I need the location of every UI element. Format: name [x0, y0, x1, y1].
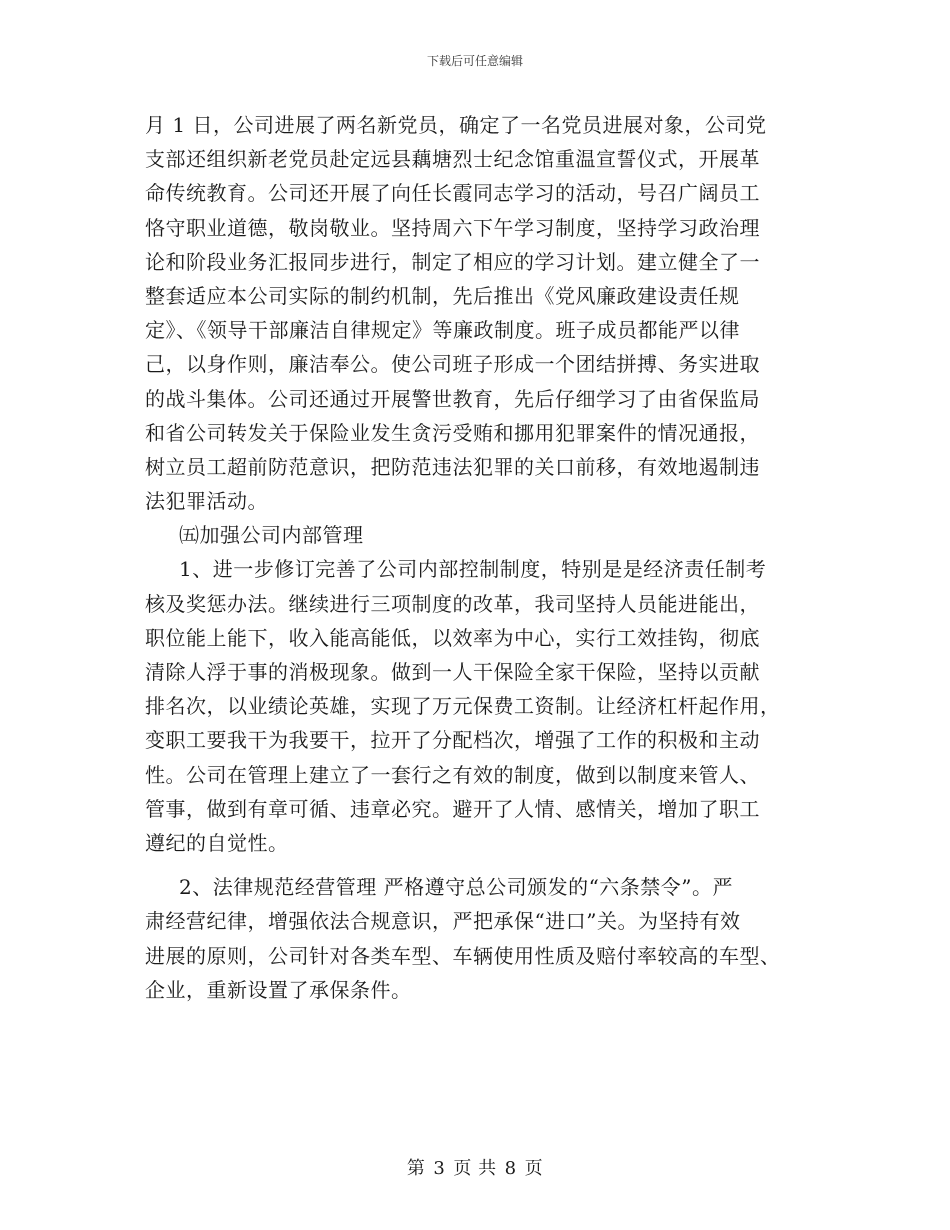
text-line: 肃经营纪律，增强依法合规意识，严把承保“进口”关。为坚持有效: [145, 909, 741, 934]
section-heading: ㈤加强公司内部管理: [179, 523, 364, 548]
text-line: 清除人浮于事的消极现象。做到一人干保险全家干保险，坚持以贡献: [145, 660, 760, 684]
text-line: 定》、《领导干部廉洁自律规定》等廉政制度。班子成员都能严以律: [145, 318, 740, 343]
text-line: 企业，重新设置了承保条件。: [145, 977, 412, 1002]
text-line: 和省公司转发关于保险业发生贪污受贿和挪用犯罪案件的情况通报，: [145, 420, 760, 445]
text-line: 的战斗集体。公司还通过开展警世教育，先后仔细学习了由省保监局: [145, 386, 760, 411]
text-line: 法犯罪活动。: [145, 489, 268, 514]
page-header: 下载后可任意编辑: [426, 54, 523, 68]
page-footer: [0, 1154, 950, 1180]
page-prefix: 第: [406, 1158, 426, 1179]
text-line: 性。公司在管理上建立了一套行之有效的制度，做到以制度来管人、: [145, 762, 760, 787]
text-line: 职位能上能下，收入能高能低，以效率为中心，实行工效挂钩，彻底: [145, 625, 760, 650]
text-line: 遵纪的自觉性。: [145, 830, 289, 855]
text-line: 1、进一步修订完善了公司内部控制制度，特别是是经济责任制考: [179, 557, 767, 582]
text-line: 支部还组织新老党员赴定远县藕塘烈士纪念馆重温宣誓仪式，开展革: [145, 147, 760, 172]
paragraph-2: [145, 552, 815, 860]
paragraph-spacer: [145, 860, 815, 870]
text-line: 树立员工超前防范意识，把防范违法犯罪的关口前移，有效地遏制违: [145, 454, 760, 479]
text-line: 命传统教育。公司还开展了向任长霞同志学习的活动，号召广阔员工: [145, 181, 760, 206]
text-line: 进展的原则，公司针对各类车型、车辆使用性质及赔付率较高的车型、: [145, 943, 781, 968]
document-body: [145, 108, 815, 1007]
page-suffix: 页: [524, 1158, 544, 1179]
paragraph-3: [145, 870, 815, 1007]
text-line: 核及奖惩办法。继续进行三项制度的改革，我司坚持人员能进能出，: [145, 591, 760, 616]
text-line: 己，以身作则，廉洁奉公。使公司班子形成一个团结拼搏、务实进取: [145, 352, 760, 377]
page-number: 3: [433, 1158, 446, 1179]
paragraph-1: [145, 108, 815, 518]
text-line: 管事，做到有章可循、违章必究。避开了人情、感情关，增加了职工: [145, 796, 760, 821]
text-line: 月 1 日，公司进展了两名新党员，确定了一名党员进展对象，公司党: [145, 113, 767, 137]
text-line: 恪守职业道德，敬岗敬业。坚持周六下午学习制度，坚持学习政治理: [145, 215, 760, 240]
page-total: 8: [504, 1158, 517, 1179]
text-line: 排名次，以业绩论英雄，实现了万元保费工资制。让经济杠杆起作用，: [145, 694, 781, 719]
text-line: 论和阶段业务汇报同步进行，制定了相应的学习计划。建立健全了一: [145, 249, 760, 274]
text-line: 整套适应本公司实际的制约机制，先后推出《党风廉政建设责任规: [145, 283, 740, 308]
text-line: 变职工要我干为我要干，拉开了分配档次，增强了工作的积极和主动: [145, 728, 760, 753]
text-line: 2、法律规范经营管理 严格遵守总公司颁发的“六条禁令”。严: [179, 875, 734, 900]
page-mid: 页 共: [453, 1158, 497, 1179]
